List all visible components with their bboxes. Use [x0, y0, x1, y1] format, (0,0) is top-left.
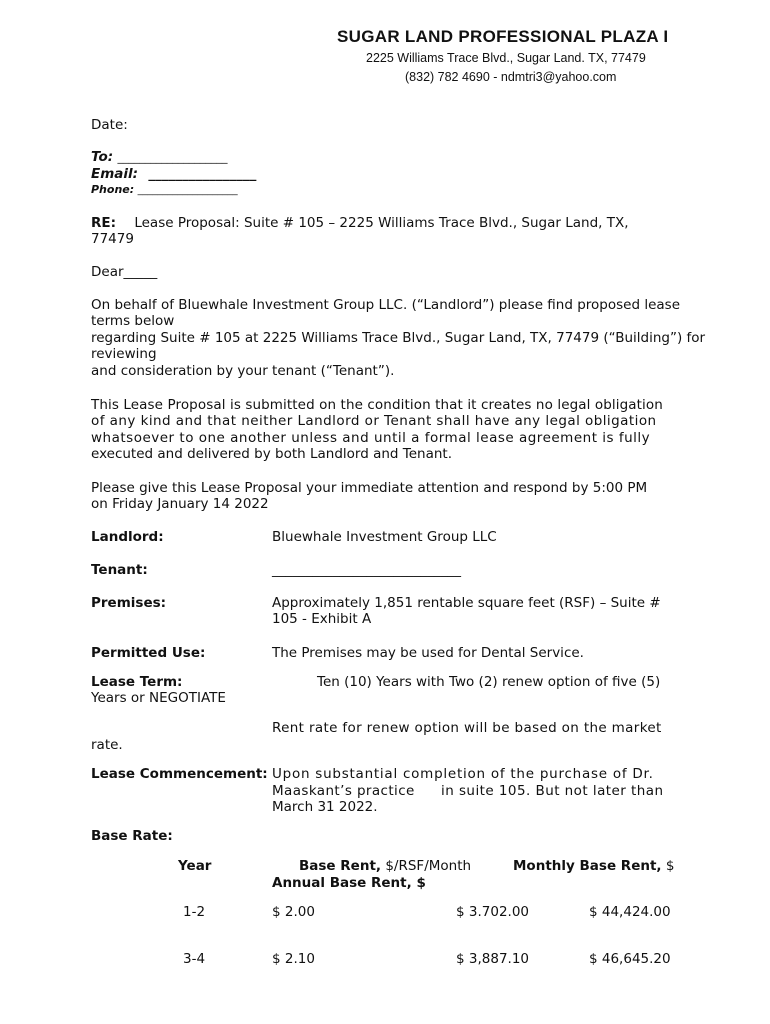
lease-term-value-line-2: Years or NEGOTIATE — [91, 690, 226, 706]
paragraph-1-line-4: reviewing — [91, 346, 157, 362]
paragraph-1-line-3: regarding Suite # 105 at 2225 Williams Trace Blvd., Sugar Land, TX, 77479 (“Building”) for — [91, 330, 706, 346]
tenant-value: ____________________________ — [272, 562, 461, 578]
permitted-use-label: Permitted Use: — [91, 645, 206, 661]
letterhead-address: 2225 Williams Trace Blvd., Sugar Land. TX, 77479 — [366, 51, 646, 65]
re-subject: Lease Proposal: Suite # 105 – 2225 Williams Trace Blvd., Sugar Land, TX, — [134, 215, 629, 231]
letterhead-contact: (832) 782 4690 - ndmtri3@yahoo.com — [405, 70, 617, 84]
lease-commencement-line-1: Upon substantial completion of the purchase of Dr. — [272, 766, 654, 782]
salutation: Dear_____ — [91, 264, 158, 280]
email-blank: ________________ — [148, 166, 257, 182]
paragraph-1-line-2: terms below — [91, 313, 175, 329]
permitted-use-value: The Premises may be used for Dental Service. — [272, 645, 584, 661]
date-label: Date: — [91, 117, 128, 133]
to-label: To: — [91, 149, 114, 165]
rate-row-1-monthly: $ 3.702.00 — [456, 904, 529, 920]
paragraph-3-line-2: on Friday January 14 2022 — [91, 496, 269, 512]
rate-table-header-annual: Annual Base Rent, $ — [272, 875, 426, 891]
rate-table-header-monthly — [513, 858, 674, 874]
paragraph-1-line-1: On behalf of Bluewhale Investment Group LLC. (“Landlord”) please find proposed lease — [91, 297, 681, 313]
base-rent-header-bold: Base Rent, — [299, 858, 382, 874]
rate-row-1-year: 1-2 — [183, 904, 206, 920]
landlord-label: Landlord: — [91, 529, 164, 545]
premises-label: Premises: — [91, 595, 167, 611]
landlord-value: Bluewhale Investment Group LLC — [272, 529, 497, 545]
rate-row-1-base: $ 2.00 — [272, 904, 315, 920]
lease-commencement-label: Lease Commencement: — [91, 766, 268, 782]
base-rent-header-unit: $/RSF/Month — [385, 858, 472, 874]
re-subject-continued: 77479 — [91, 231, 134, 247]
renew-option-line-1: Rent rate for renew option will be based on the market — [272, 720, 662, 736]
rate-table-header-base-rent — [299, 858, 471, 874]
monthly-header-unit: $ — [665, 858, 675, 874]
base-rate-label: Base Rate: — [91, 828, 173, 844]
rate-row-2-annual: $ 46,645.20 — [589, 951, 671, 967]
email-label: Email: — [91, 166, 139, 182]
letterhead-title: SUGAR LAND PROFESSIONAL PLAZA I — [337, 27, 669, 46]
monthly-header-bold: Monthly Base Rent, — [513, 858, 662, 874]
phone-line — [91, 183, 238, 196]
renew-option-line-2: rate. — [91, 737, 123, 753]
re-label: RE: — [91, 215, 117, 231]
premises-value-line-2: 105 - Exhibit A — [272, 611, 372, 627]
rate-row-2-year: 3-4 — [183, 951, 206, 967]
phone-label: Phone: — [91, 183, 135, 196]
rate-row-2-base: $ 2.10 — [272, 951, 315, 967]
paragraph-1-line-5: and consideration by your tenant (“Tenant”). — [91, 363, 395, 379]
lease-commencement-line-3: March 31 2022. — [272, 799, 378, 815]
to-blank: ____________________ — [117, 151, 228, 164]
premises-value-line-1: Approximately 1,851 rentable square feet (RSF) – Suite # — [272, 595, 661, 611]
lease-commencement-line-2b: in suite 105. But not later than — [441, 783, 664, 799]
rate-table-header-year: Year — [178, 858, 212, 874]
lease-commencement-line-2a: Maaskant’s practice — [272, 783, 415, 799]
paragraph-2-line-1: This Lease Proposal is submitted on the condition that it creates no legal obligation — [91, 397, 663, 413]
lease-term-value-line-1: Ten (10) Years with Two (2) renew option of five (5) — [317, 674, 661, 690]
paragraph-2-line-3: whatsoever to one another unless and until a formal lease agreement is fully — [91, 430, 651, 446]
lease-term-label: Lease Term: — [91, 674, 183, 690]
paragraph-3-line-1: Please give this Lease Proposal your immediate attention and respond by 5:00 PM — [91, 480, 648, 496]
paragraph-2-line-2: of any kind and that neither Landlord or Tenant shall have any legal obligation — [91, 413, 657, 429]
paragraph-2-line-4: executed and delivered by both Landlord and Tenant. — [91, 446, 453, 462]
phone-blank: ____________________ — [137, 185, 238, 196]
rate-row-2-monthly: $ 3,887.10 — [456, 951, 529, 967]
rate-row-1-annual: $ 44,424.00 — [589, 904, 671, 920]
email-line — [91, 166, 256, 182]
tenant-label: Tenant: — [91, 562, 148, 578]
re-line — [91, 215, 679, 231]
to-line — [91, 149, 227, 165]
